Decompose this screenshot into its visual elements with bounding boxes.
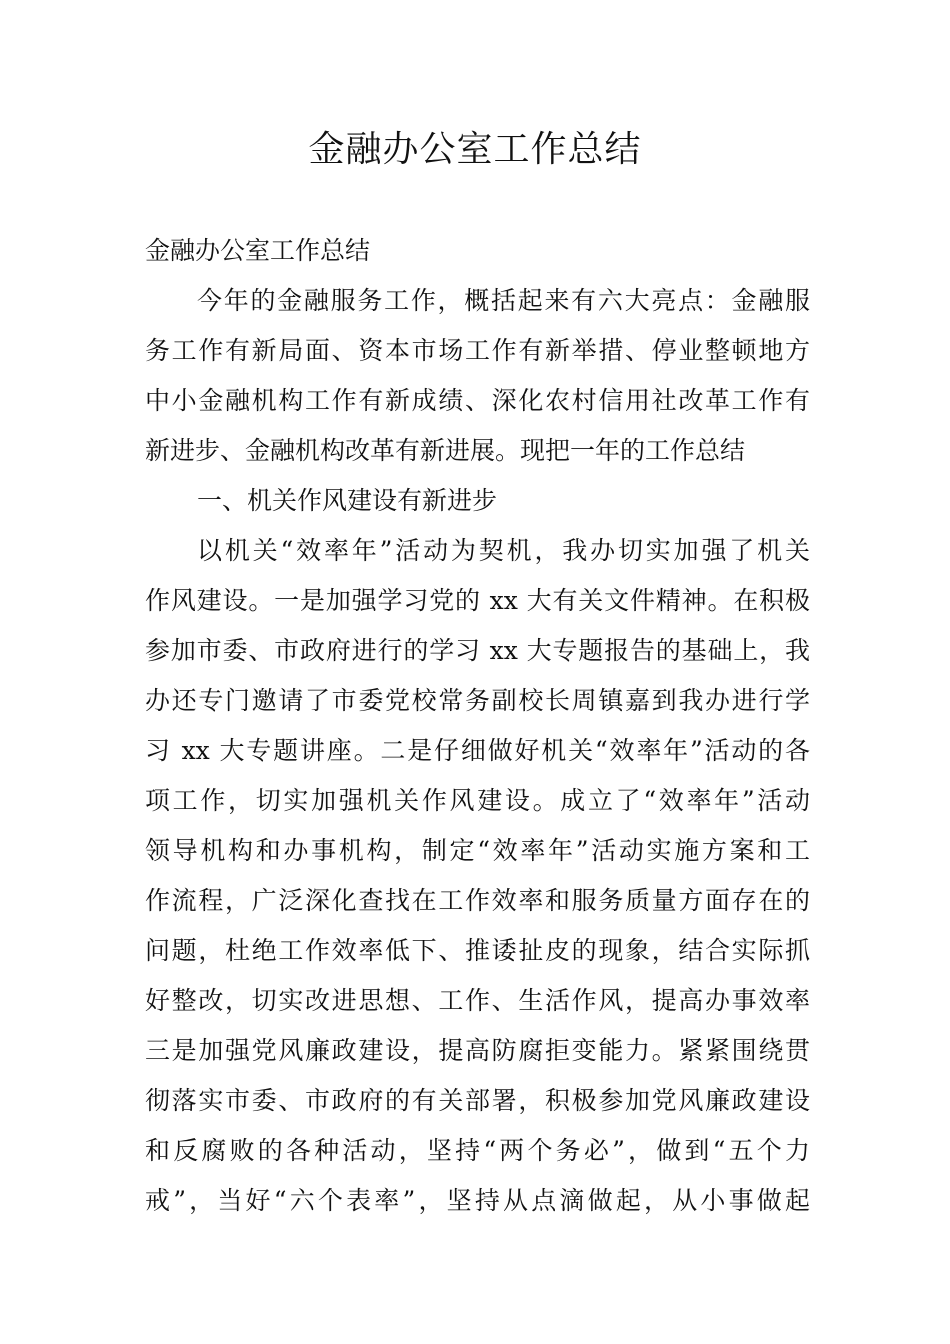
- paragraph-line: 今年的金融服务工作，概括起来有六大亮点：金融服: [197, 286, 810, 315]
- paragraph-line: 务工作有新局面、资本市场工作有新举措、停业整顿地方: [145, 336, 810, 365]
- document-body: [145, 226, 810, 1226]
- paragraph-line: 以机关“效率年”活动为契机，我办切实加强了机关: [197, 536, 810, 565]
- paragraph-line: 办还专门邀请了市委党校常务副校长周镇嘉到我办进行学: [145, 686, 810, 715]
- paragraph-line: 中小金融机构工作有新成绩、深化农村信用社改革工作有: [145, 386, 810, 415]
- paragraph-line: 一、机关作风建设有新进步: [197, 486, 498, 515]
- document-title: 金融办公室工作总结: [308, 129, 642, 170]
- paragraph-line: 三是加强党风廉政建设，提高防腐拒变能力。紧紧围绕贯: [145, 1036, 810, 1065]
- paragraph-line: 习 xx 大专题讲座。二是仔细做好机关“效率年”活动的各: [145, 736, 810, 765]
- paragraph-line: 领导机构和办事机构，制定“效率年”活动实施方案和工: [145, 836, 810, 865]
- paragraph-line: 新进步、金融机构改革有新进展。现把一年的工作总结: [145, 436, 746, 465]
- paragraph-line: 作流程，广泛深化查找在工作效率和服务质量方面存在的: [145, 886, 810, 915]
- paragraph-line: 问题，杜绝工作效率低下、推诿扯皮的现象，结合实际抓: [145, 936, 810, 965]
- paragraph-line: 金融办公室工作总结: [145, 236, 371, 265]
- paragraph-line: 好整改，切实改进思想、工作、生活作风，提高办事效率: [145, 986, 810, 1015]
- paragraph-line: 戒”，当好“六个表率”，坚持从点滴做起，从小事做起: [145, 1186, 810, 1215]
- paragraph-line: 参加市委、市政府进行的学习 xx 大专题报告的基础上，我: [145, 636, 810, 665]
- paragraph-line: 项工作，切实加强机关作风建设。成立了“效率年”活动: [145, 786, 810, 815]
- paragraph-line: 彻落实市委、市政府的有关部署，积极参加党风廉政建设: [145, 1086, 810, 1115]
- paragraph-line: 作风建设。一是加强学习党的 xx 大有关文件精神。在积极: [145, 586, 810, 615]
- paragraph-line: 和反腐败的各种活动，坚持“两个务必”，做到“五个力: [145, 1136, 810, 1165]
